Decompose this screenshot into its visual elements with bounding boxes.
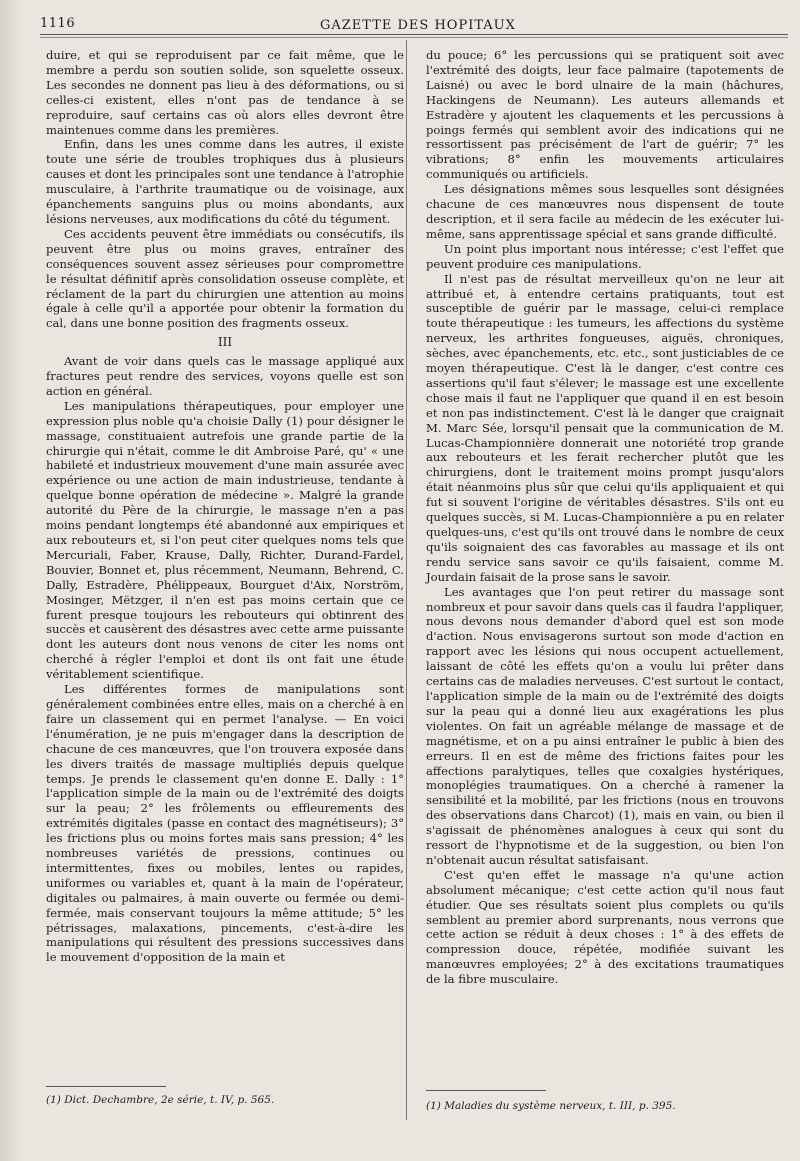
binding-shadow [0,0,22,1161]
footnote-rule-right [426,1090,546,1091]
footnote-rule-left [46,1086,166,1087]
paragraph: Un point plus important nous intéresse; c'est l'effet que peuvent produire ces manipulations. [426,241,784,271]
paragraph: C'est qu'en effet le massage n'a qu'une action absolument mécanique; c'est cette action qu'il nous faut étudier. Que ses résultats soient plus complets ou qu'ils semblent au premier abord surprenants, nous verrons que cette action se réduit à deux choses : 1° à des effets de compression douce, répétée, modifiée suivant les manœuvres employées; 2° à des excitations traumatiques de la fibre musculaire. [426,867,784,987]
paragraph: Il n'est pas de résultat merveilleux qu'on ne leur ait attribué et, à entendre certains pratiquants, tout est susceptible de guérir par le massage, celui-ci remplace toute thérapeutique : les tumeurs, les affections du système nerveux, les arthrites fongueuses, aiguës, chroniques, sèches, avec épanchements, etc. etc., sont justiciables de ce moyen thérapeutique. C'est là le danger, c'est contre ces assertions qu'il faut s'élever; le massage est une excellente chose mais il faut ne l'appliquer que quand il en est besoin et non pas indistinctement. C'est là le danger que craignait M. Marc Sée, lorsqu'il pensait que la communication de M. Lucas-Championnière donnerait une notoriété trop grande aux rebouteurs et les ferait rechercher plutôt que les chirurgiens, dont le traitement moins prompt jusqu'alors était néanmoins plus sûr que celui qu'ils appliquaient et qui fut si souvent l'origine de véritables désastres. S'ils ont eu quelques succès, si M. Lucas-Championnière a pu en relater quelques-uns, c'est qu'ils ont trouvé dans le nombre de ceux qu'ils soignaient des cas favorables au massage et ils ont rendu service sans savoir ce qu'ils faisaient, comme M. Jourdain faisait de la prose sans le savoir. [426,271,784,584]
left-column [46,48,404,965]
paragraph: du pouce; 6° les percussions qui se pratiquent soit avec l'extrémité des doigts, leur face palmaire (tapotements de Laisné) ou avec le bord ulnaire de la main (hâchures, Hackingens de Neumann). Les auteurs allemands et Estradère y ajoutent les claquements et les percussions à poings fermés qui semblent avoir des indications qui ne ressortissent pas précisément de l'art de guérir; 7° les vibrations; 8° enfin les mouvements articulaires communiqués ou artificiels. [426,48,784,182]
page-number: 1116 [40,16,76,31]
paragraph: duire, et qui se reproduisent par ce fait même, que le membre a perdu son soutien solide, son squelette osseux. Les secondes ne donnent pas lieu à des déformations, ou si celles-ci existent, elles n'ont pas de tendance à se reproduire, sauf certains cas où alors elles devront être maintenues comme dans les premières. [46,48,404,137]
footnote-right: (1) Maladies du système nerveux, t. III, p. 395. [426,1100,676,1112]
section-heading: III [217,335,233,350]
header-rule [40,34,788,35]
paragraph: Avant de voir dans quels cas le massage appliqué aux fractures peut rendre des services, voyons quelle est son action en général. [46,354,404,398]
page-header [0,10,800,44]
paragraph: Les manipulations thérapeutiques, pour employer une expression plus noble qu'a choisie Dally (1) pour désigner le massage, constituaient autrefois une grande partie de la chirurgie qui n'était, comme le dit Ambroise Paré, qu' « une habileté et industrieux mouvement d'une main assurée avec expérience ou une action de main industrieuse, tendante à quelque bonne opération de médecine ». Malgré la grande autorité du Père de la chirurgie, le massage n'en a pas moins pendant longtemps été abandonné aux empiriques et aux rebouteurs et, si l'on peut citer quelques noms tels que Mercuriali, Faber, Krause, Dally, Richter, Durand-Fardel, Bouvier, Bonnet et, plus récemment, Neumann, Behrend, C. Dally, Estradère, Phélippeaux, Bourguet d'Aix, Norström, Mosinger, Mëtzger, il n'en est pas moins certain que ce furent presque toujours les rebouteurs qui obtinrent des succès et causèrent des désastres avec cette arme puissante dont les auteurs dont nous venons de citer les noms ont cherché à régler l'emploi et dont ils ont fait une étude véritablement scientifique. [46,398,404,682]
paragraph: Enfin, dans les unes comme dans les autres, il existe toute une série de troubles trophiques dus à plusieurs causes et dont les principales sont une tendance à l'atrophie musculaire, à l'arthrite traumatique ou de voisinage, aux épanchements sanguins plus ou moins abondants, aux lésions nerveuses, aux modifications du côté du tégument. [46,137,404,226]
right-column [426,48,784,987]
running-title: GAZETTE DES HOPITAUX [320,18,516,33]
footnote-left: (1) Dict. Dechambre, 2e série, t. IV, p. 565. [46,1094,275,1106]
header-rule-secondary [40,37,788,38]
paragraph: Les différentes formes de manipulations sont généralement combinées entre elles, mais on a cherché à en faire un classement qui en permet l'analyse. — En voici l'énumération, je ne puis m'engager dans la description de chacune de ces manœuvres, que l'on trouvera exposée dans les divers traités de massage multipliés depuis quelque temps. Je prends le classement qu'en donne E. Dally : 1° l'application simple de la main ou de l'extrémité des doigts sur la peau; 2° les frôlements ou effleurements des extrémités digitales (passe en contact des magnétiseurs); 3° les frictions plus ou moins fortes mais sans pression; 4° les nombreuses variétés de pressions, continues ou intermittentes, fixes ou mobiles, lentes ou rapides, uniformes ou variables et, quant à la main de l'opérateur, digitales ou palmaires, à main ouverte ou fermée ou demi-fermée, mais conservant toujours la même attitude; 5° les pétrissages, malaxations, pincements, c'est-à-dire les manipulations qui résultent des pressions successives dans le mouvement d'opposition de la main et [46,682,404,965]
column-divider [406,40,407,1120]
paragraph: Ces accidents peuvent être immédiats ou consécutifs, ils peuvent être plus ou moins graves, entraîner des conséquences souvent assez sérieuses pour compromettre le résultat définitif après consolidation osseuse complète, et réclament de la part du chirurgien une attention au moins égale à celle qu'il a apportée pour obtenir la formation du cal, dans une bonne position des fragments osseux. [46,226,404,331]
paragraph: Les désignations mêmes sous lesquelles sont désignées chacune de ces manœuvres nous dispensent de toute description, et il sera facile au médecin de les exécuter lui-même, sans apprentissage spécial et sans grande difficulté. [426,182,784,241]
paragraph: Les avantages que l'on peut retirer du massage sont nombreux et pour savoir dans quels cas il faudra l'appliquer, nous devons nous demander d'abord quel est son mode d'action. Nous envisagerons surtout son mode d'action en rapport avec les lésions qui nous occupent actuellement, laissant de côté les effets qu'on a voulu lui prêter dans certains cas de maladies nerveuses. C'est surtout le contact, l'application simple de la main ou de l'extrémité des doigts sur la peau qui a donné lieu aux exagérations les plus violentes. On fait un agréable mélange de massage et de magnétisme, et on a pu ainsi entraîner le public à bien des erreurs. Il en est de même des frictions faites pour les affections paralytiques, telles que coxalgies hystériques, monoplégies traumatiques. On a cherché à ramener la sensibilité et la mobilité, par les frictions (nous en trouvons des observations dans Charcot) (1), mais en vain, ou bien il s'agissait de phénomènes analogues à ceux qui sont du ressort de l'hypnotisme et de la suggestion, ou bien l'on n'obtenait aucun résultat satisfaisant. [426,584,784,867]
